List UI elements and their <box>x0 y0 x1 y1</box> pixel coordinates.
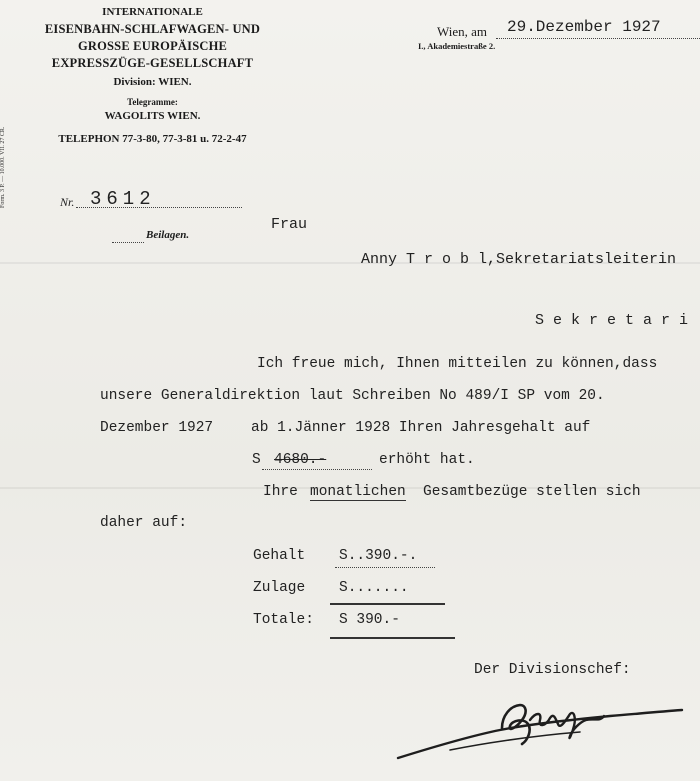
letterhead-line: INTERNATIONALE <box>102 6 203 18</box>
signature-icon <box>390 690 690 770</box>
body-line: Dezember 1927 <box>100 420 214 436</box>
total-line <box>330 637 455 639</box>
section: S e k r e t a r i <box>535 312 689 329</box>
letter-date: 29.Dezember 1927 <box>507 18 661 36</box>
beilagen-dotline <box>112 241 144 243</box>
annual-salary: 4680.- <box>274 452 327 468</box>
body-line: unsere Generaldirektion laut Schreiben No 489/I SP vom 20. <box>100 388 605 404</box>
telegramme-label: Telegramme: <box>127 97 178 107</box>
zulage-value: S....... <box>339 580 409 596</box>
body-emphasis: monatlichen <box>310 484 406 500</box>
body-line: Ich freue mich, Ihnen mitteilen zu können,dass <box>257 356 658 372</box>
body-line: daher auf: <box>100 515 188 531</box>
telegramme: WAGOLITS WIEN. <box>104 110 201 122</box>
signoff: Der Divisionschef: <box>474 662 631 678</box>
totale-label: Totale: <box>253 612 314 628</box>
letterhead <box>20 4 285 148</box>
body-line: Gesamtbezüge stellen sich <box>423 484 641 500</box>
gehalt-label: Gehalt <box>253 548 306 564</box>
nr-label: Nr. <box>60 195 75 209</box>
gehalt-dotline <box>335 566 435 568</box>
body-line: ab 1.Jänner 1928 Ihren Jahresgehalt auf <box>251 420 591 436</box>
address-small: I., Akademiestraße 2. <box>418 41 496 51</box>
totale-value: S 390.- <box>339 612 400 628</box>
letterhead-line: EISENBAHN-SCHLAFWAGEN- UND <box>44 22 261 36</box>
beilagen-label: Beilagen. <box>146 229 190 241</box>
place-label: Wien, am <box>437 24 488 39</box>
letterhead-line: EXPRESSZÜGE-GESELLSCHAFT <box>51 56 254 70</box>
sum-line <box>330 603 445 605</box>
recipient: Anny T r o b l,Sekretariatsleiterin <box>361 251 677 268</box>
salutation: Frau <box>271 216 308 233</box>
gehalt-value: S..390.-. <box>339 548 418 564</box>
salary-dotline <box>262 468 372 470</box>
division: Division: WIEN. <box>113 76 192 88</box>
body-line: Ihre <box>263 484 298 500</box>
body-line: erhöht hat. <box>379 452 475 468</box>
nr-value: 3612 <box>90 188 156 210</box>
letterhead-line: GROSSE EUROPÄISCHE <box>77 39 228 53</box>
telephon: TELEPHON 77-3-80, 77-3-81 u. 72-2-47 <box>58 133 247 145</box>
form-code: Form. 3 P. — 10.000. VII. 27 CR. <box>0 126 6 208</box>
currency-symbol: S <box>252 452 261 468</box>
zulage-label: Zulage <box>253 580 306 596</box>
date-dotline <box>496 37 700 39</box>
